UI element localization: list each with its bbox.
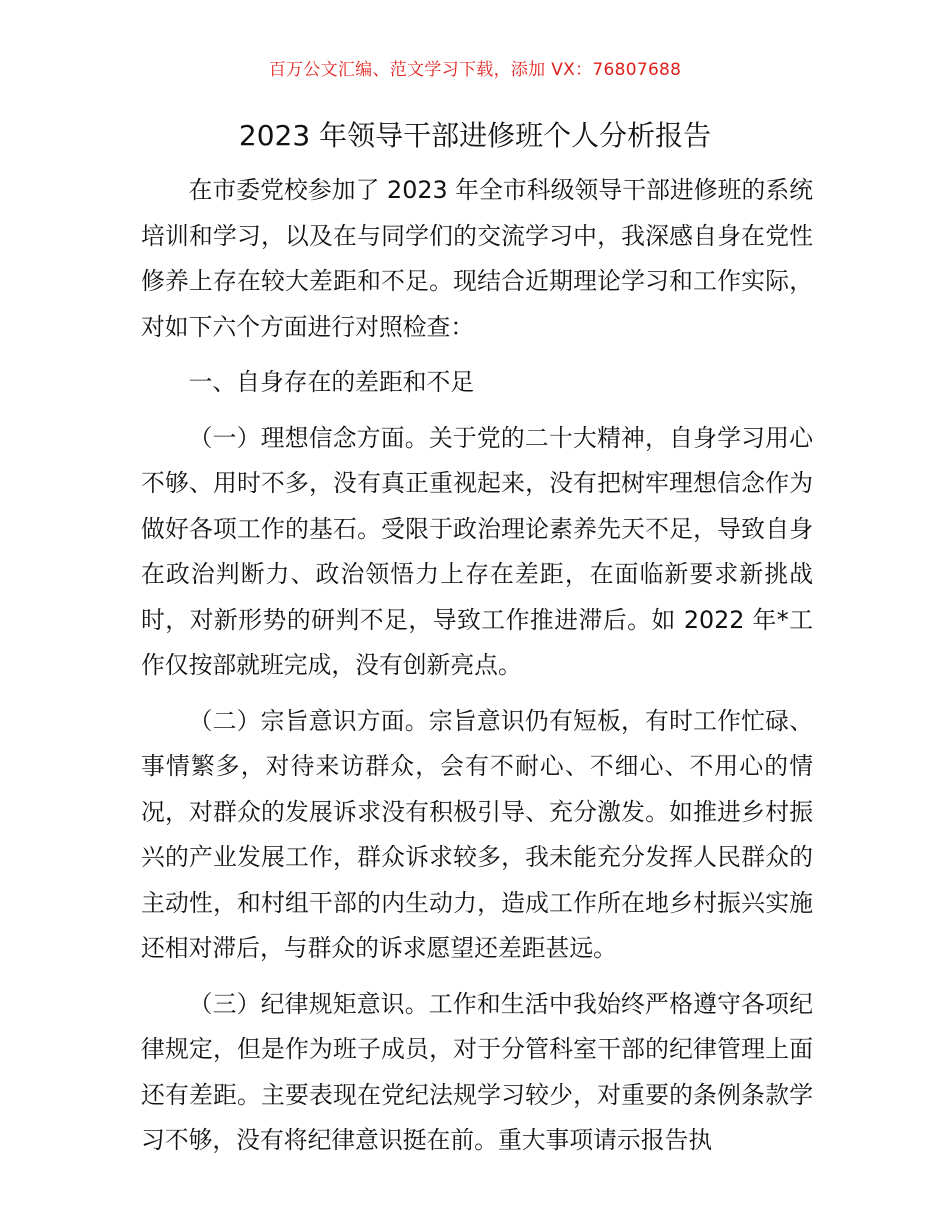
item-purpose-paragraph: （二）宗旨意识方面。宗旨意识仍有短板，有时工作忙碌、事情繁多，对待来访群众，会有不耐心、不细心、不用心的情况，对群众的发展诉求没有积极引导、充分激发。如推进乡村振兴的产业发展工作，群众诉求较多，我未能充分发挥人民群众的主动性，和村组干部的内生动力，造成工作所在地乡村振兴实施还相对滞后，与群众的诉求愿望还差距甚远。 [141, 706, 813, 962]
watermark-header: 百万公文汇编、范文学习下载，添加 VX：76807688 [268, 60, 682, 80]
item-ideals-paragraph: （一）理想信念方面。关于党的二十大精神，自身学习用心不够、用时不多，没有真正重视起来，没有把树牢理想信念作为做好各项工作的基石。受限于政治理论素养先天不足，导致自身在政治判断力、政治领悟力上存在差距，在面临新要求新挑战时，对新形势的研判不足，导致工作推进滞后。如 2022 年*工作仅按部就班完成，没有创新亮点。 [141, 423, 813, 679]
section-heading: 一、自身存在的差距和不足 [188, 368, 475, 396]
intro-paragraph: 在市委党校参加了 2023 年全市科级领导干部进修班的系统培训和学习，以及在与同学们的交流学习中，我深感自身在党性修养上存在较大差距和不足。现结合近期理论学习和工作实际，对如下六个方面进行对照检查： [141, 176, 813, 341]
item-discipline-paragraph: （三）纪律规矩意识。工作和生活中我始终严格遵守各项纪律规定，但是作为班子成员，对于分管科室干部的纪律管理上面还有差距。主要表现在党纪法规学习较少，对重要的条例条款学习不够，没有将纪律意识挺在前。重大事项请示报告执 [141, 989, 813, 1154]
document-body [141, 168, 813, 1164]
document-title: 2023 年领导干部进修班个人分析报告 [238, 119, 712, 152]
